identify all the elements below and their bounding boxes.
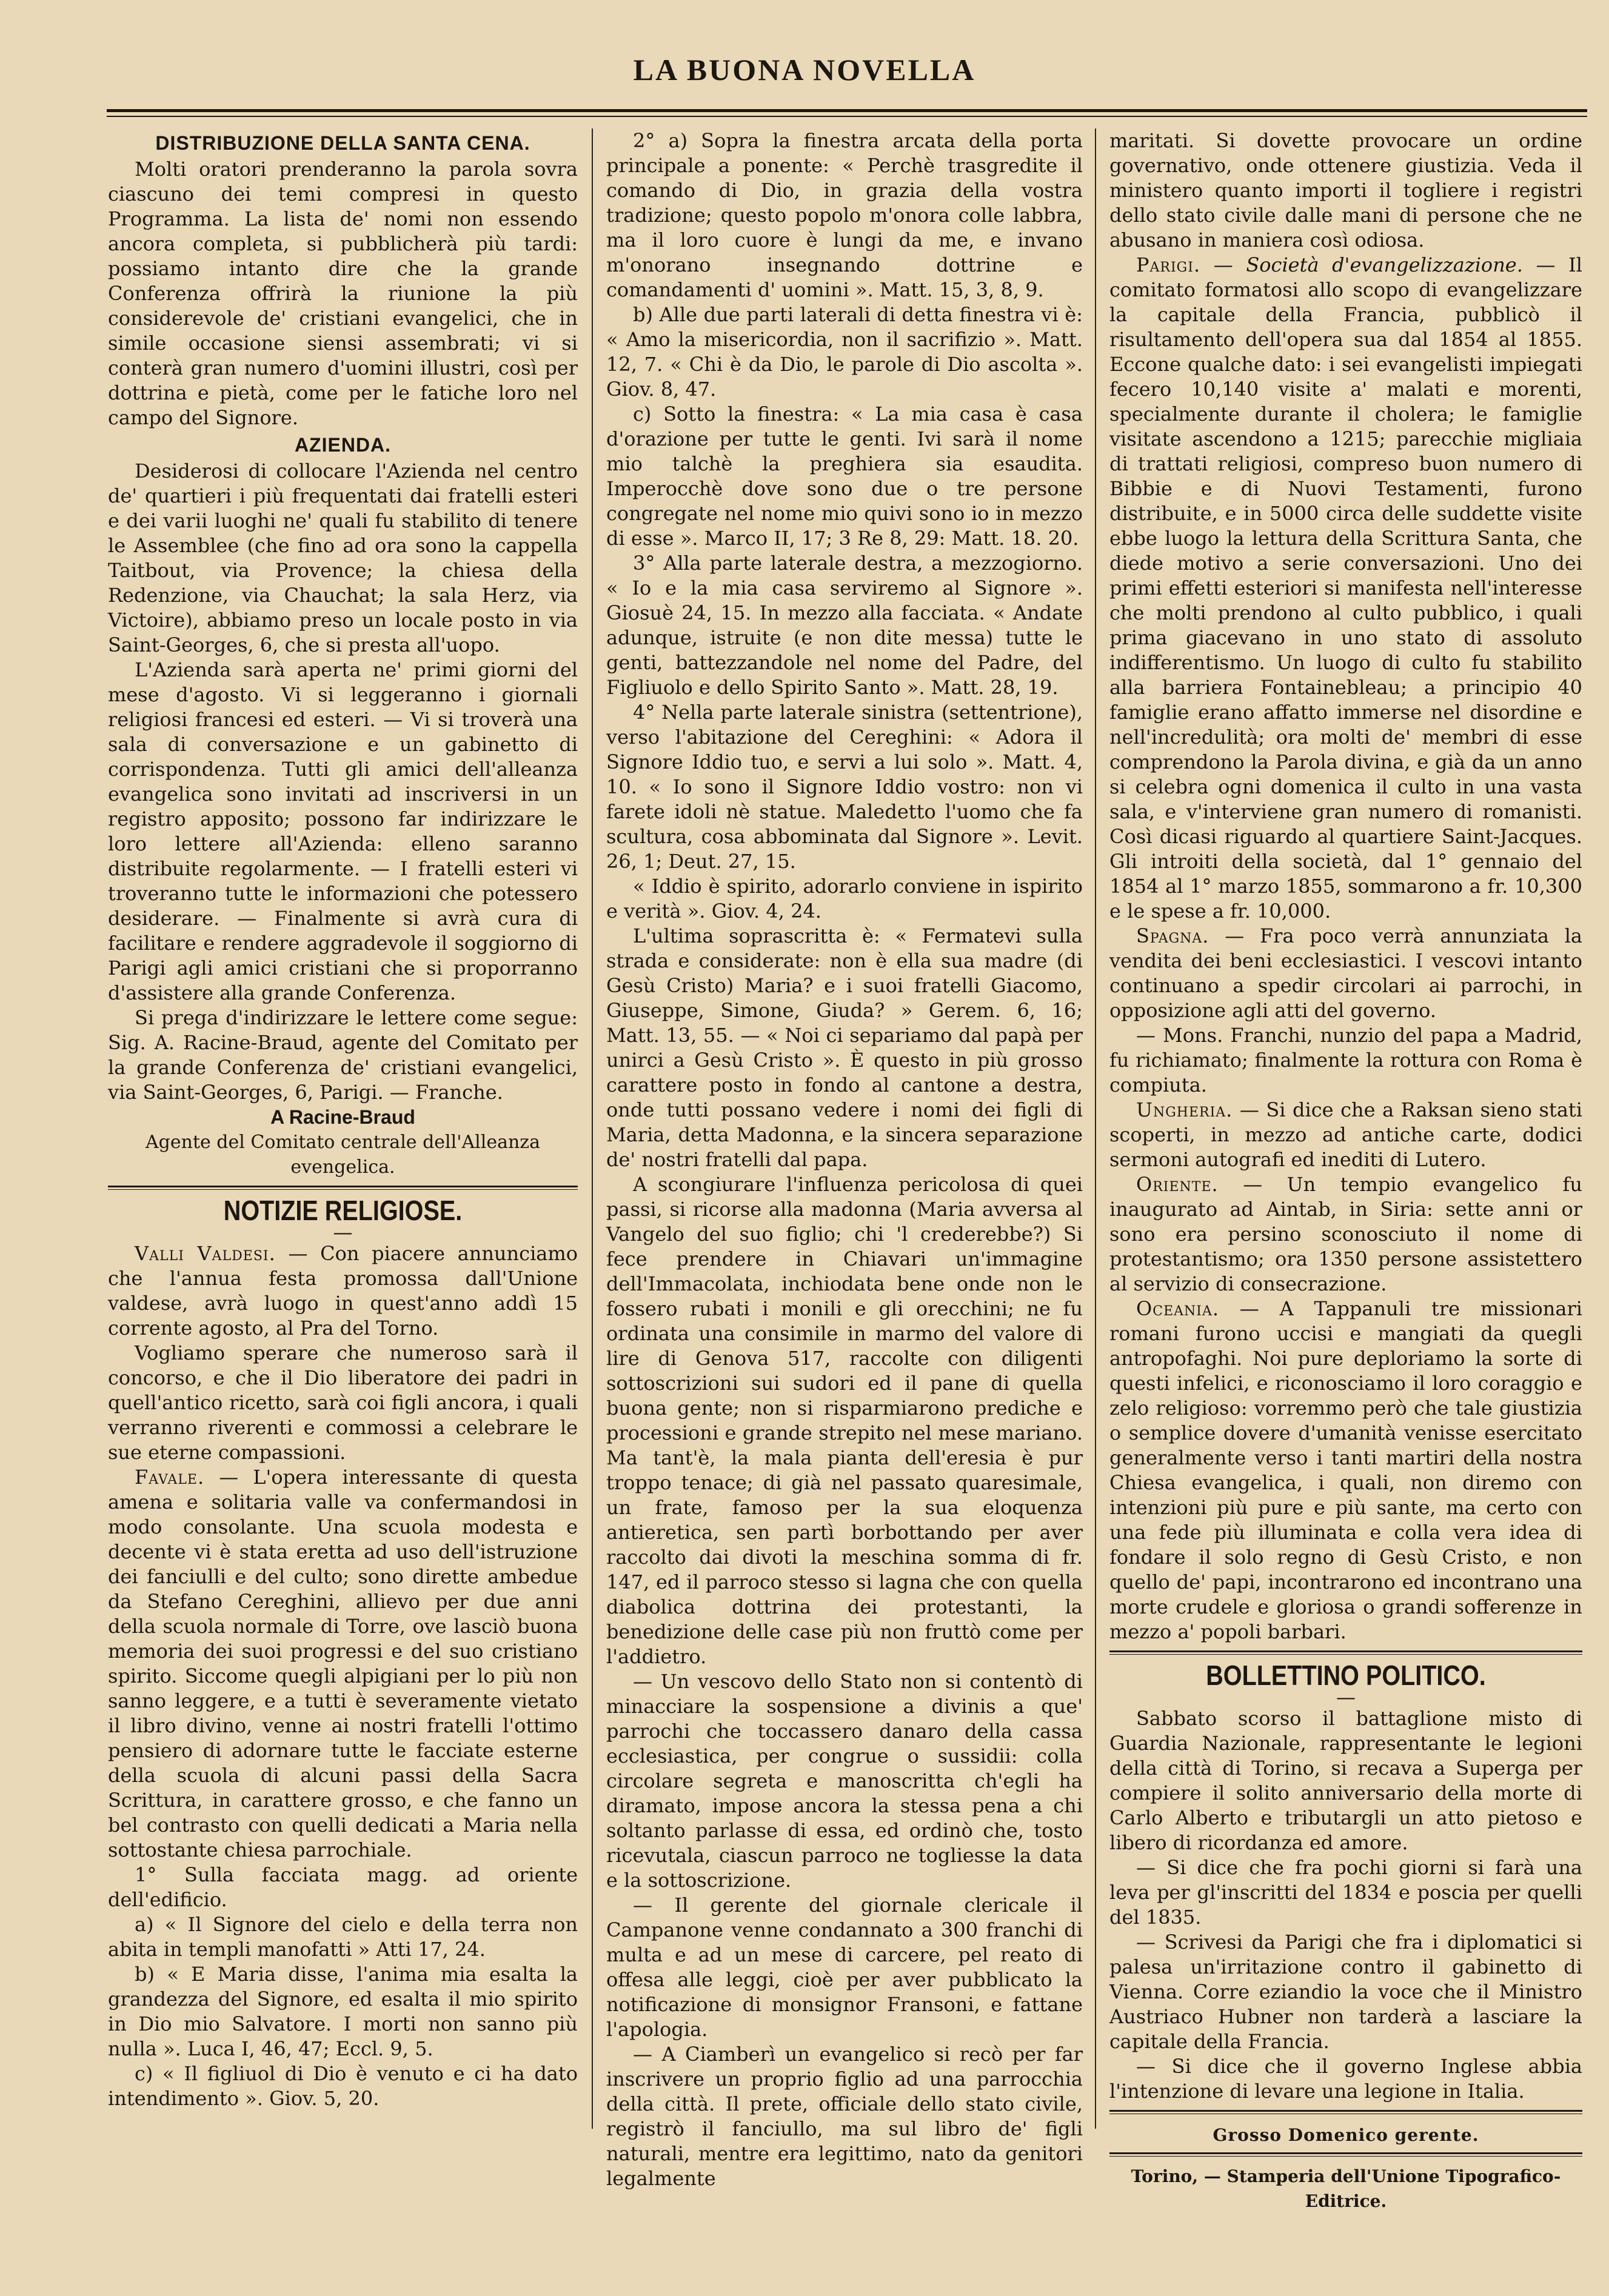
heading-dash: — — [1336, 1686, 1356, 1709]
column-3 — [1109, 128, 1583, 2211]
paragraph: a) « Il Signore del cielo e della terra non abita in templi manofatti » Atti 17, 24. — [108, 1913, 578, 1961]
paragraph-text: — Un tempio evangelico fu inaugurato ad Aintab, in Siria: sette anni or sono era persino sconosciuto il nome di protestantismo; ora 1350 persone assistettero al servizio di consecrazione. — [1109, 1173, 1582, 1295]
section-subtitle: — Società d'evangelizzazione. — [1200, 253, 1523, 276]
paragraph: 3° Alla parte laterale destra, a mezzogiorno. « Io e la mia casa serviremo al Signore ». Giosuè 24, 15. In mezzo alla facciata. « Andate adunque, istruite (e non dite messa) tutte le genti, battezzandole nel nome del Padre, del Figliuolo e dello Spirito Santo ». Matt. 28, 19. — [606, 552, 1083, 699]
paragraph — [1109, 1172, 1582, 1297]
paragraph — [108, 1465, 578, 1863]
paragraph: 2° a) Sopra la finestra arcata della porta principale a ponente: « Perchè trasgredite il comando di Dio, in grazia della vostra tradizione; questo popolo m'onora colle labbra, ma il loro cuore è lungi da me, e invano m'onorano insegnando dottrine e comandamenti d' uomini ». Matt. 15, 3, 8, 9. — [606, 129, 1083, 301]
paragraph: L'Azienda sarà aperta ne' primi giorni del mese d'agosto. Vi si leggeranno i giornali religiosi francesi ed esteri. — Vi si troverà una sala di conversazione e un gabinetto di corrispondenza. Tutti gli amici dell'alleanza evangelica sono invitati ad inscriversi in un registro apposito; possono far indirizzare le loro lettere all'Azienda: elleno saranno distribuite regolarmente. — I fratelli esteri vi troveranno tutte le informazioni che potessero desiderare. — Finalmente si avrà cura di facilitare e rendere aggradevole il soggiorno di Parigi agli amici cristiani che si proporranno d'assistere alla grande Conferenza. — [108, 658, 578, 1004]
paragraph-text: — Con piacere annunciamo che l'annua festa promossa dall'Unione valdese, avrà luogo in quest'anno addì 15 corrente agosto, al Pra del Torno. — [108, 1242, 578, 1340]
paragraph: b) « E Maria disse, l'anima mia esalta la grandezza del Signore, ed esalta il mio spirito in Dio mio Salvatore. I morti non sanno più nulla ». Luca I, 46, 47; Eccl. 9, 5. — [108, 1963, 578, 2060]
masthead: LA BUONA NOVELLA — [633, 53, 976, 87]
footer-rule-2 — [1109, 2152, 1582, 2157]
signature: A Racine-Braud — [270, 1106, 415, 1128]
paragraph: 1° Sulla facciata magg. ad oriente dell'edificio. — [108, 1863, 578, 1911]
heading-bollettino-politico: BOLLETTINO POLITICO. — [1206, 1660, 1486, 1691]
paragraph: — Scrivesi da Parigi che fra i diplomatici si palesa un'irritazione contro il gabinetto di Vienna. Corre eziandio la voce che il Ministro Austriaco Hubner non tarderà a lasciare la capitale della Francia. — [1109, 1931, 1582, 2053]
paragraph: — A Ciamberì un evangelico si recò per far inscrivere un proprio figlio ad una parrocchia della città. Il prete, officiale dello stato civile, registrò il fanciullo, ma sul libro de' figli naturali, mentre era legittimo, nato da genitori legalmente — [606, 2043, 1083, 2190]
section-lead: Favale. — [135, 1466, 205, 1489]
top-rule-thin — [107, 116, 1587, 117]
heading-azienda: AZIENDA. — [294, 434, 392, 456]
paragraph: Si prega d'indirizzare le lettere come segue: Sig. A. Racine-Braud, agente del Comitato per la grande Conferenza de' cristiani evangelici, via Saint-Georges, 6, Parigi. — Franche. — [108, 1006, 578, 1104]
gerente-line: Grosso Domenico gerente. — [1213, 2125, 1479, 2145]
section-lead: Ungheria. — [1136, 1098, 1233, 1121]
heading-notizie-religiose: NOTIZIE RELIGIOSE. — [223, 1195, 463, 1226]
top-rule — [107, 109, 1587, 112]
section-lead: Parigi. — [1136, 253, 1201, 276]
section-lead: Valli Valdesi. — [135, 1242, 276, 1265]
section-lead: Spagna. — [1136, 924, 1209, 947]
section-lead: Oceania. — [1136, 1297, 1220, 1320]
section-rule — [1109, 1650, 1582, 1655]
paragraph-text: — L'opera interessante di questa amena e solitaria valle va confermandosi in modo consolante. Una scuola modesta e decente vi è stata eretta ad uso dell'istruzione dei fanciulli e del culto; sono dirette ambedue da Stefano Cereghini, allievo per due anni della scuola normale di Torre, ove lasciò buona memoria dei suoi progressi e del suo cristiano spirito. Siccome quegli alpigiani per lo più non sanno leggere, e a tutti è severamente vietato il libro divino, venne ai nostri fratelli l'ottimo pensiero di adornare tutte le facciate esterne della scuola di alcuni passi della Sacra Scrittura, in carattere grosso, e che fanno un bel contrasto con quelli dedicati a Maria nella sottostante chiesa parrochiale. — [108, 1466, 578, 1861]
paragraph: — Mons. Franchi, nunzio del papa a Madrid, fu richiamato; finalmente la rottura con Roma è compiuta. — [1109, 1024, 1582, 1096]
column-2 — [606, 128, 1083, 2190]
paragraph: Molti oratori prenderanno la parola sovra ciascuno dei temi compresi in questo Programma. La lista de' nomi non essendo ancora completa, si pubblicherà più tardi: possiamo intanto dire che la grande Conferenza offrirà la riunione la più considerevole de' cristiani evangelici, che in simile occasione siensi assembrati; vi si conterà gran numero d'uomini illustri, così per dottrina e pietà, come per le fatiche loro nel campo del Signore. — [108, 158, 578, 429]
paragraph: — Un vescovo dello Stato non si contentò di minacciare la sospensione a divinis a que' parrochi che toccassero danaro della cassa ecclesiastica, per congrue o sussidii: colla circolare segreta e manoscritta ch'egli ha diramato, impose ancora la stessa pena a chi soltanto parlasse di essa, ed ordinò che, tosto ricevutala, ciascun parroco ne togliesse la data e la sottoscrizione. — [606, 1670, 1083, 1892]
paragraph: 4° Nella parte laterale sinistra (settentrione), verso l'abitazione del Cereghini: « Adora il Signore Iddio tuo, e servi a lui solo ». Matt. 4, 10. « Io sono il Signore Iddio vostro: non vi farete idoli nè statue. Maledetto l'uomo che fa scultura, cosa abbominata dal Signore ». Levit. 26, 1; Deut. 27, 15. — [606, 701, 1083, 873]
column-divider-2 — [1095, 128, 1096, 2129]
paragraph — [108, 1241, 578, 1341]
paragraph — [1109, 253, 1582, 924]
signature-title: Agente del Comitato centrale dell'Alleanza evengelica. — [146, 1132, 540, 1178]
paragraph: Vogliamo sperare che numeroso sarà il concorso, e che il Dio liberatore dei padri in quell'antico ricetto, sarà coi figli ancora, i quali verranno riverenti e commossi a celebrare le sue eterne compassioni. — [108, 1341, 578, 1464]
paragraph: maritati. Si dovette provocare un ordine governativo, onde ottenere giustizia. Veda il ministero quanto importi il togliere i registri dello stato civile dalle mani di persone che ne abusano in maniera così odiosa. — [1109, 129, 1582, 252]
paragraph: c) « Il figliuol di Dio è venuto e ci ha dato intendimento ». Giov. 5, 20. — [108, 2062, 578, 2110]
heading-santa-cena: DISTRIBUZIONE DELLA SANTA CENA. — [155, 132, 530, 154]
paragraph: Desiderosi di collocare l'Azienda nel centro de' quartieri i più frequentati dai fratelli esteri e dei varii luoghi ne' quali fu stabilito di tenere le Assemblee (che fino ad ora sono la cappella Taitbout, via Provence; la chiesa della Redenzione, via Chauchat; la sala Herz, via Victoire), abbiamo preso un locale posto in via Saint-Georges, 6, che si presta all'uopo. — [108, 459, 578, 656]
paragraph: b) Alle due parti laterali di detta finestra vi è: « Amo la misericordia, non il sacrifizio ». Matt. 12, 7. « Chi è da Dio, le parole di Dio ascolta ». Giov. 8, 47. — [606, 303, 1083, 401]
paragraph: c) Sotto la finestra: « La mia casa è casa d'orazione per tutte le genti. Ivi sarà il nome mio talchè la preghiera sia esaudita. Imperocchè dove sono due o tre persone congregate nel nome mio quivi sono io in mezzo di esse ». Marco II, 17; 3 Re 8, 29: Matt. 18. 20. — [606, 402, 1083, 550]
paragraph: L'ultima soprascritta è: « Fermatevi sulla strada e considerate: non è ella sua madre (di Gesù Cristo) Maria? e i suoi fratelli Giacomo, Giuseppe, Simone, Giuda? » Gerem. 6, 16; Matt. 13, 55. — « Noi ci separiamo dal papà per unirci a Gesù Cristo ». È questo in più grosso carattere posto in fondo al cantone a destra, onde tutti possano vedere i nomi dei figli di Maria, detta Madonna, e la sincera separazione de' nostri fratelli dal papa. — [606, 924, 1083, 1171]
paragraph-text: — Fra poco verrà annunziata la vendita dei beni ecclesiastici. I vescovi intanto continuano a spedir circolari ai parrochi, in opposizione agli atti del governo. — [1109, 924, 1582, 1022]
paragraph: — Il gerente del giornale clericale il Campanone venne condannato a 300 franchi di multa e ad un mese di carcere, pel reato di offesa alle leggi, cioè per aver pubblicato la notificazione di monsignor Fransoni, e fattane l'apologia. — [606, 1894, 1083, 2041]
paragraph: Sabbato scorso il battaglione misto di Guardia Nazionale, rappresentante le legioni della città di Torino, si recava a Superga per compiere il solito anniversario della morte di Carlo Alberto e tributargli un atto pietoso e libero di ricordanza ed amore. — [1109, 1707, 1582, 1854]
paragraph: « Iddio è spirito, adorarlo conviene in ispirito e verità ». Giov. 4, 24. — [606, 875, 1083, 923]
paragraph-text: — A Tappanuli tre missionari romani furono uccisi e mangiati da quegli antropofaghi. Noi pure deploriamo la sorte di questi infelici, e riconosciamo il loro coraggio e zelo religioso: vorremmo però che tale giustizia o semplice dovere d'umanità venisse esercitato generalmente verso i tanti martiri della nostra Chiesa evangelica, i quali, non diremo con intenzioni più pure e più sante, ma certo con una fede più illuminata e colla vera idea di fondare il solo regno di Gesù Cristo, e non quello de' papi, incontrarono ed incontrano una morte crudele e gloriosa o grandi sofferenze in mezzo a' popoli barbari. — [1109, 1297, 1582, 1643]
paragraph — [1109, 1297, 1582, 1644]
section-rule — [108, 1186, 578, 1190]
printer-line: Torino, — Stamperia dell'Unione Tipografico-Editrice. — [1131, 2166, 1561, 2211]
paragraph-text: — Il comitato formatosi allo scopo di evangelizzare la capitale della Francia, pubblicò il risultamento dell'opera sua dal 1854 al 1855. Eccone qualche dato: i sei evangelisti impiegati fecero 10,140 visite a' malati e morenti, specialmente durante il cholera; le famiglie visitate ascendono a 1215; parecchie migliaia di trattati religiosi, compreso buon numero di Bibbie e di Nuovi Testamenti, furono distribuite, e in 5000 circa delle suddette visite ebbe luogo la lettura della Scrittura Santa, che diede motivo a serie conversazioni. Uno dei primi effetti esteriori si manifesta nell'interesse che molti prendono al culto pubblico, i quali prima giacevano in uno stato di assoluto indifferentismo. Un luogo di culto fu stabilito alla barriera Fontainebleau; a principio 40 famiglie erano affatto immerse nel disordine e nell'incredulità; ora molti de' membri di esse comprendono la Parola divina, e già da un anno si celebra ogni domenica il culto in una vasta sala, e v'interviene gran numero di romanisti. Così dicasi riguardo al quartiere Saint-Jacques. Gli introiti della società, dal 1° gennaio del 1854 al 1° marzo 1855, sommarono a fr. 10,300 e le spese a fr. 10,000. — [1109, 253, 1583, 923]
paragraph — [1109, 924, 1582, 1023]
paragraph-text: — Si dice che a Raksan sieno stati scoperti, in mezzo ad antiche carte, dodici sermoni autografi ed inediti di Lutero. — [1109, 1098, 1582, 1171]
section-lead: Oriente. — [1136, 1173, 1219, 1196]
paragraph — [1109, 1098, 1582, 1172]
paragraph: A scongiurare l'influenza pericolosa di quei passi, si ricorse alla madonna (Maria avversa al Vangelo del suo figlio; chi 'l crederebbe?) Si fece prendere in Chiavari un'immagine dell'Immacolata, inchiodata bene onde non le fossero rubati i monili e gli orecchini; ne fu ordinata una consimile in marmo del valore di lire di Genova 517, raccolte con diligenti sottoscrizioni sui sudori ed il pane di quella buona gente; non si risparmiarono prediche e processioni e grande strepito nel mese mariano. Ma tant'è, la mala pianta dell'eresia è pur troppo tenace; di già nel passato quaresimale, un frate, famoso per la sua eloquenza antieretica, sen partì borbottando per aver raccolto dai divoti la meschina somma di fr. 147, ed il parroco stesso si lagna che con quella diabolica dottrina dei protestanti, la benedizione delle case più non fruttò come per l'addietro. — [606, 1173, 1083, 1668]
column-1 — [108, 128, 578, 2141]
column-divider-1 — [592, 128, 593, 2129]
paragraph: — Si dice che fra pochi giorni si farà una leva per gl'inscritti del 1834 e poscia per quelli del 1835. — [1109, 1856, 1582, 1929]
paragraph: — Si dice che il governo Inglese abbia l'intenzione di levare una legione in Italia. — [1109, 2055, 1582, 2103]
footer-rule — [1109, 2110, 1582, 2114]
heading-dash: — — [333, 1221, 353, 1244]
